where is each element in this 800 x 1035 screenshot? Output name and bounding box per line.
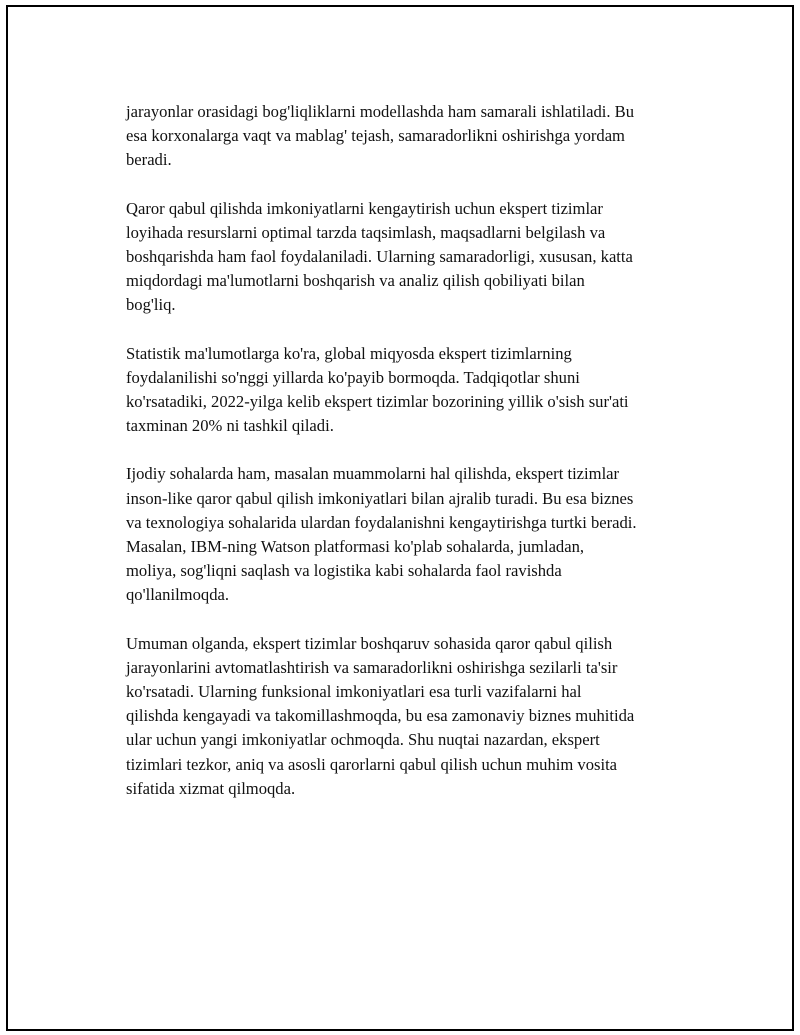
paragraph: jarayonlar orasidagi bog'liqliklarni modellashda ham samarali ishlatiladi. Bu esa korxonalarga vaqt va mablag' tejash, samaradorlikni oshirishga yordam beradi. (126, 102, 635, 170)
paragraph: Statistik ma'lumotlarga ko'ra, global miqyosda ekspert tizimlarning foydalanilishi so'nggi yillarda ko'payib bormoqda. Tadqiqotlar shuni ko'rsatadiki, 2022-yilga kelib ekspert tizimlar bozorining yillik o'sish sur'ati taxminan 20% ni tashkil qiladi. (126, 343, 629, 436)
paragraph: Qaror qabul qilishda imkoniyatlarni kengaytirish uchun ekspert tizimlar loyihada resurslarni optimal tarzda taqsimlash, maqsadlarni belgilash va boshqarishda ham faol foydalaniladi. Ularning samaradorligi, xususan, katta miqdordagi ma'lumotlarni boshqarish va analiz qilish qobiliyati bilan bog'liq. (126, 198, 633, 315)
document-body (126, 100, 706, 825)
page-border (6, 5, 794, 1031)
paragraph: Umuman olganda, ekspert tizimlar boshqaruv sohasida qaror qabul qilish jarayonlarini avtomatlashtirish va samaradorlikni oshirishga sezilarli ta'sir ko'rsatadi. Ularning funksional imkoniyatlari esa turli vazifalarni hal qilishda kengayadi va takomillashmoqda, bu esa zamonaviy biznes muhitida ular uchun yangi imkoniyatlar ochmoqda. Shu nuqtai nazardan, ekspert tizimlari tezkor, aniq va asosli qarorlarni qabul qilish uchun muhim vosita sifatida xizmat qilmoqda. (126, 633, 635, 798)
paragraph: Ijodiy sohalarda ham, masalan muammolarni hal qilishda, ekspert tizimlar inson-like qaror qabul qilish imkoniyatlari bilan ajralib turadi. Bu esa biznes va texnologiya sohalarida ulardan foydalanishni kengaytirishga turtki beradi. Masalan, IBM-ning Watson platformasi ko'plab sohalarda, jumladan, moliya, sog'liqni saqlash va logistika kabi sohalarda faol ravishda qo'llanilmoqda. (126, 464, 637, 605)
